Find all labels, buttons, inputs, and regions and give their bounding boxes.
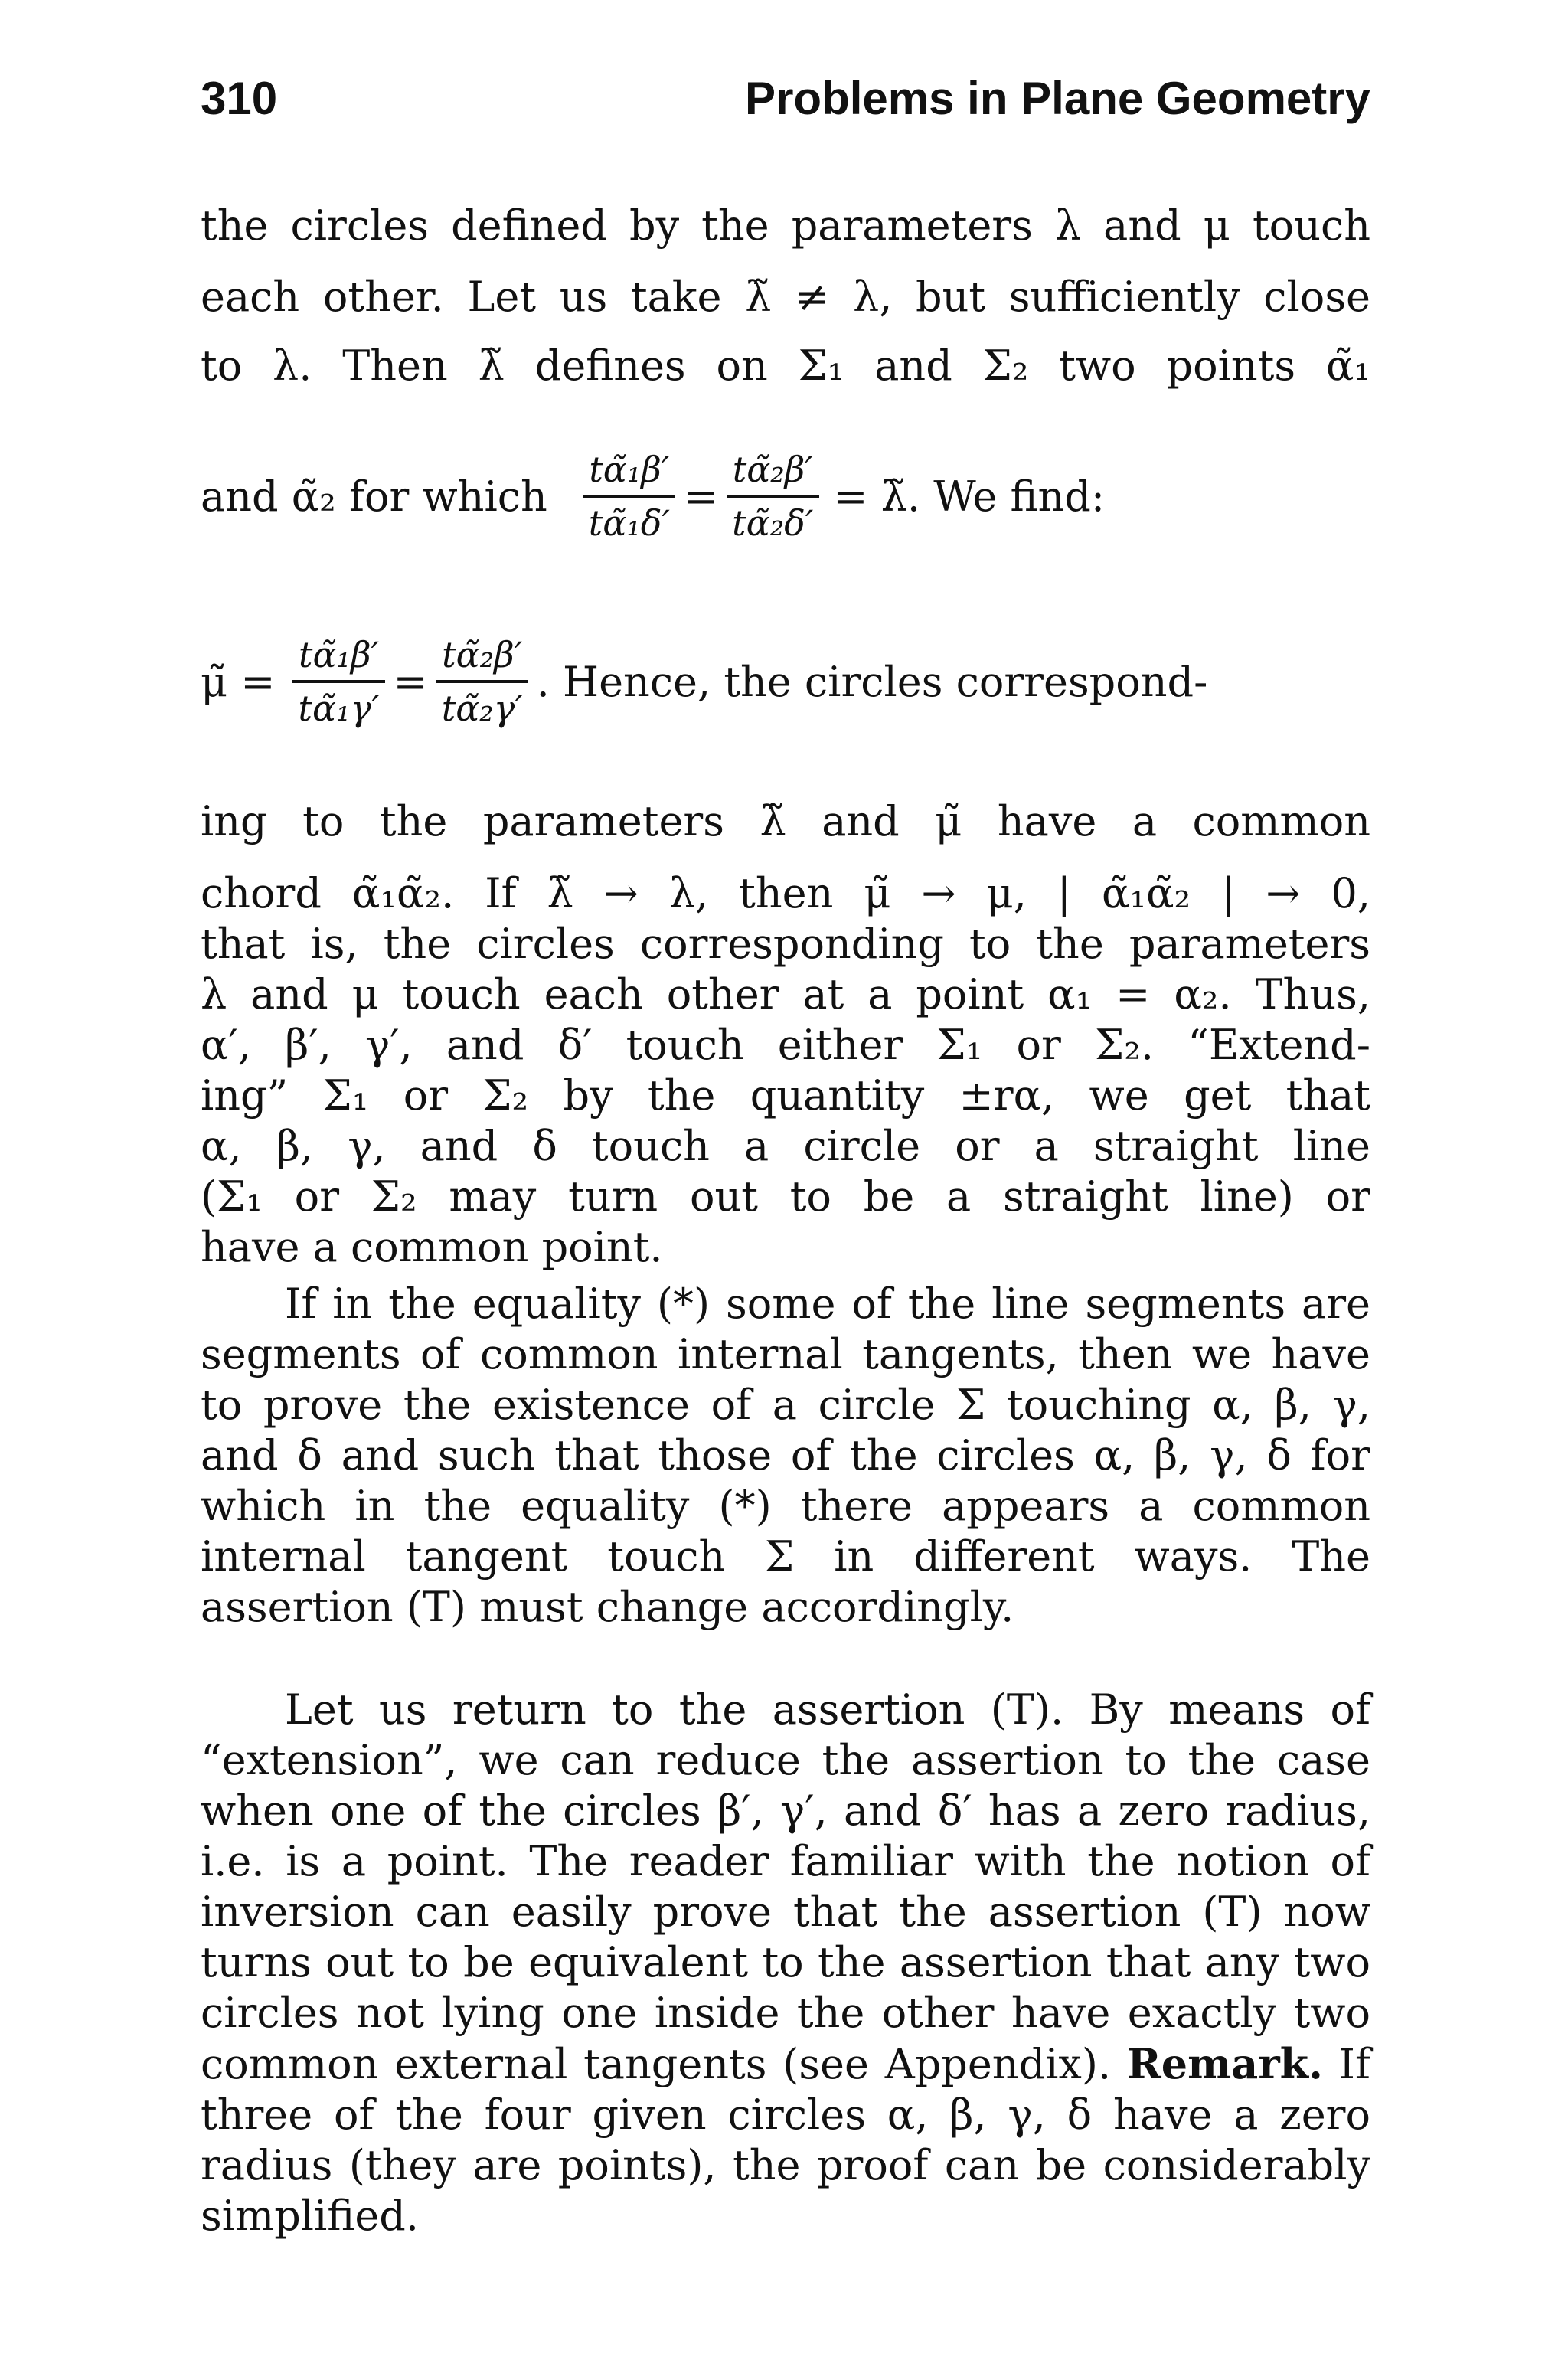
equals-sign: = (683, 472, 719, 521)
remark-label: Remark. (1126, 2039, 1323, 2088)
fraction-mu-1 (292, 634, 386, 729)
equation-mu-lead: μ̃ = (201, 657, 276, 706)
fraction-numerator: tα̃₂β′ (727, 449, 819, 498)
paragraph-return-assertion-text: Let us return to the assertion (T). By means of “extension”, we can reduce the assertion to the case when one of the circles β′, γ′, and δ′ has a zero radius, i.e. is a point. The reader familiar with the notion of inversion can easily prove that the assertion (T) now turns out to be equivalent to the assertion that any two circles not lying one inside the other have exactly two common external tangents (see Appendix). (201, 1685, 1370, 2088)
text-line-14: have a common point. (201, 1223, 663, 1271)
text-line-12: α, β, γ, and δ touch a circle or a straight line (201, 1122, 1370, 1170)
text-line-1: the circles defined by the parameters λ and μ touch (201, 201, 1370, 250)
fraction-numerator: tα̃₂β′ (436, 634, 528, 683)
text-line-7: chord α̃₁α̃₂. If λ̃ → λ, then μ̃ → μ, | α̃₁α̃₂ | → 0, (201, 869, 1370, 917)
equation-lambda-lead: and α̃₂ for which (201, 472, 547, 521)
running-title: Problems in Plane Geometry (745, 73, 1370, 124)
remark-text: If three of the four given circles α, β, γ, δ have a zero radius (they are points), the proof can be considerably simplified. (201, 2040, 1370, 2240)
equation-lambda (201, 420, 1370, 573)
text-line-2: each other. Let us take λ̃ ≠ λ, but sufficiently close (201, 273, 1370, 321)
text-line-13: (Σ₁ or Σ₂ may turn out to be a straight line) or (201, 1172, 1370, 1221)
text-line-3: to λ. Then λ̃ defines on Σ₁ and Σ₂ two points α̃₁ (201, 342, 1370, 390)
fraction-denominator: tα̃₁δ′ (588, 502, 670, 544)
equation-lambda-tail: = λ̃. We find: (833, 472, 1106, 521)
text-line-8: that is, the circles corresponding to the parameters (201, 920, 1370, 968)
fraction-numerator: tα̃₁β′ (583, 449, 675, 498)
fraction-lambda-2 (726, 449, 819, 544)
fraction-denominator: tα̃₂δ′ (732, 502, 814, 544)
text-line-6: ing to the parameters λ̃ and μ̃ have a common (201, 797, 1370, 845)
fraction-lambda-1 (583, 449, 676, 544)
page-header (201, 72, 1370, 141)
equation-mu-tail: . Hence, the circles correspond- (536, 657, 1208, 706)
fraction-denominator: tα̃₂γ′ (441, 688, 523, 729)
page-number: 310 (201, 73, 278, 124)
fraction-numerator: tα̃₁β′ (292, 634, 385, 683)
equation-mu (201, 605, 1370, 758)
fraction-denominator: tα̃₁γ′ (298, 688, 380, 729)
text-line-10: α′, β′, γ′, and δ′ touch either Σ₁ or Σ₂. “Extend- (201, 1021, 1370, 1069)
paragraph-return-assertion (201, 1685, 1370, 2241)
text-line-11: ing” Σ₁ or Σ₂ by the quantity ±rα, we get that (201, 1071, 1370, 1120)
equals-sign: = (393, 657, 428, 706)
paragraph-internal-tangents: If in the equality (*) some of the line segments are segments of common internal tangents, then we have to prove the existence of a circle Σ touching α, β, γ, and δ and such that those of the circles α, β, γ, δ for which in the equality (*) there appears a common internal tangent touch Σ in different ways. The assertion (T) must change accordingly. (201, 1280, 1370, 1631)
fraction-mu-2 (436, 634, 529, 729)
text-line-9: λ and μ touch each other at a point α₁ = α₂. Thus, (201, 970, 1370, 1018)
